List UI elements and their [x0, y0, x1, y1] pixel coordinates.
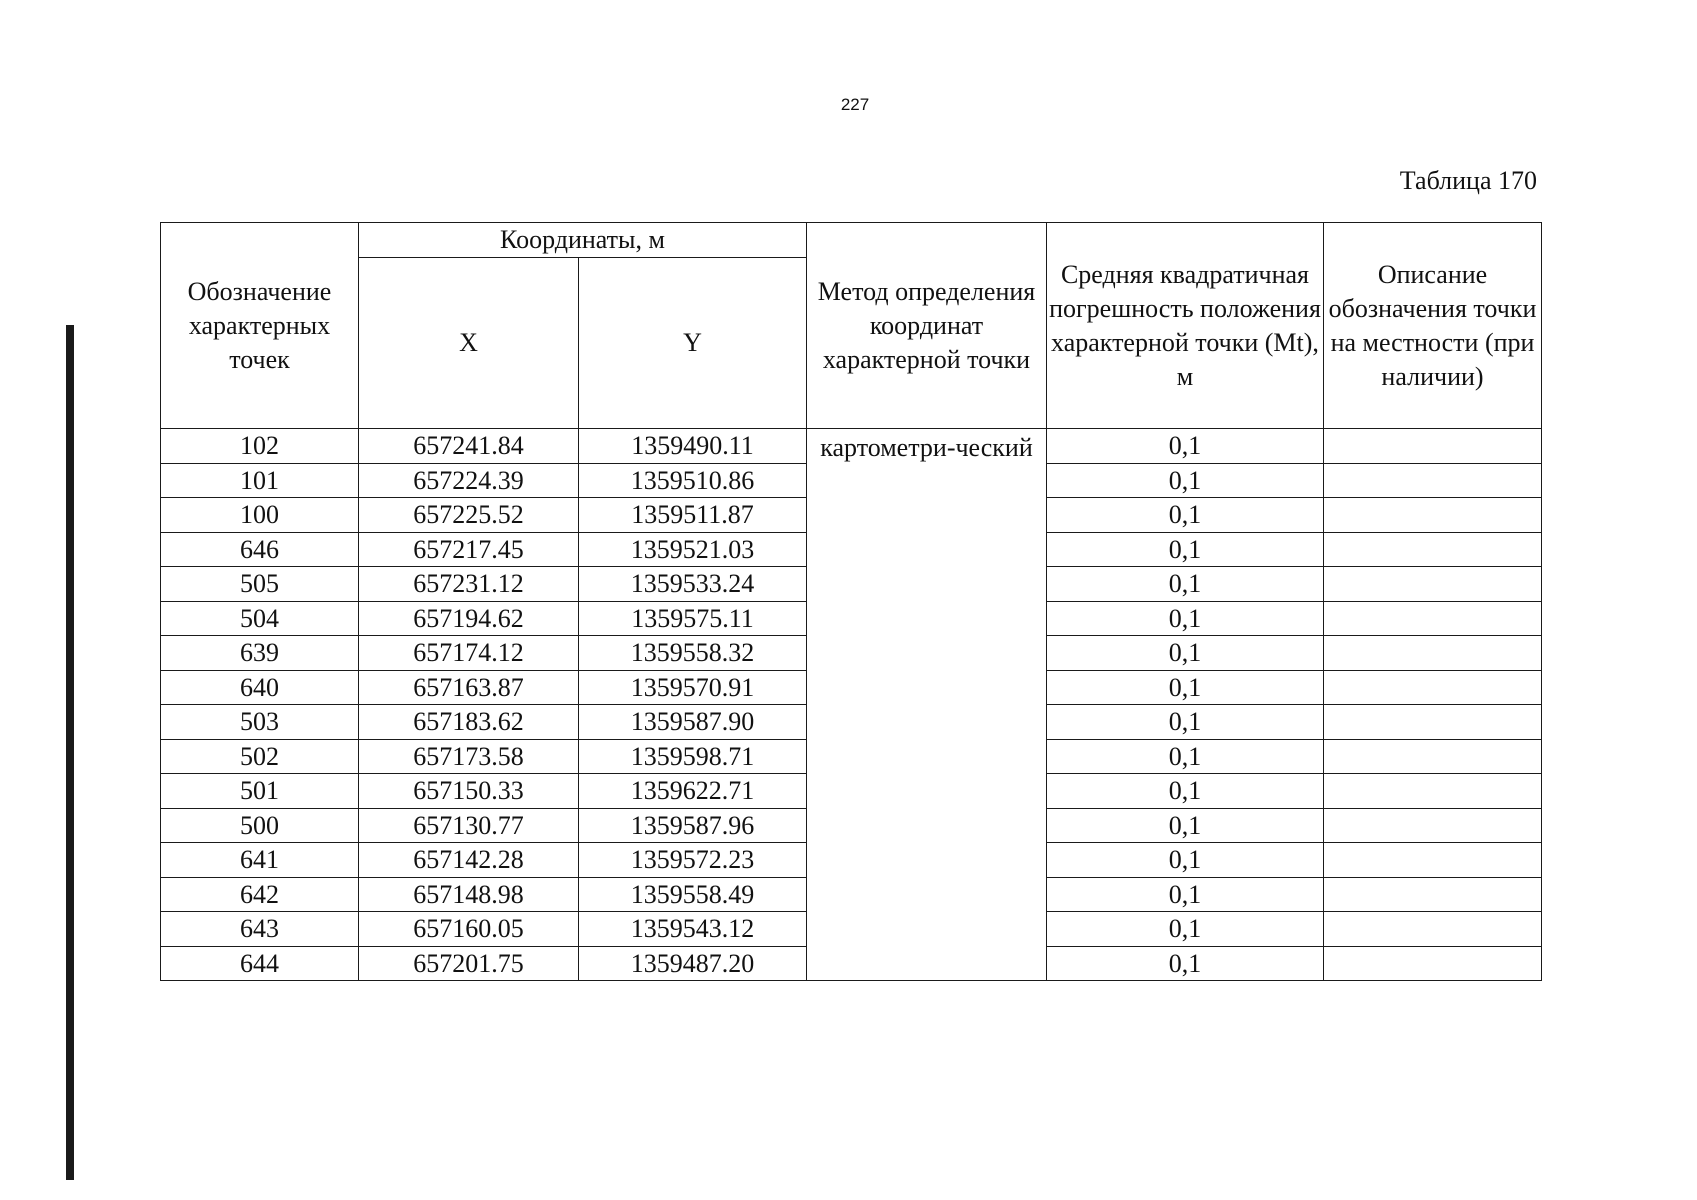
cell-x: 657231.12 [359, 567, 579, 602]
cell-error: 0,1 [1047, 463, 1324, 498]
table-label: Таблица 170 [1399, 166, 1537, 195]
cell-point: 503 [161, 705, 359, 740]
cell-y: 1359622.71 [579, 774, 807, 809]
cell-y: 1359575.11 [579, 601, 807, 636]
cell-point: 100 [161, 498, 359, 533]
cell-y: 1359510.86 [579, 463, 807, 498]
cell-point: 644 [161, 946, 359, 981]
header-error: Средняя квадратичная погрешность положения характерной точки (Mt), м [1047, 223, 1324, 429]
header-coordinates: Координаты, м [359, 223, 807, 258]
cell-x: 657241.84 [359, 429, 579, 464]
cell-x: 657173.58 [359, 739, 579, 774]
cell-method: картометри-ческий [807, 429, 1047, 981]
cell-error: 0,1 [1047, 636, 1324, 671]
cell-error: 0,1 [1047, 601, 1324, 636]
cell-y: 1359533.24 [579, 567, 807, 602]
cell-error: 0,1 [1047, 532, 1324, 567]
header-point: Обозначение характерных точек [161, 223, 359, 429]
cell-error: 0,1 [1047, 808, 1324, 843]
cell-x: 657163.87 [359, 670, 579, 705]
cell-error: 0,1 [1047, 429, 1324, 464]
cell-point: 643 [161, 912, 359, 947]
cell-x: 657224.39 [359, 463, 579, 498]
cell-error: 0,1 [1047, 670, 1324, 705]
cell-point: 646 [161, 532, 359, 567]
cell-y: 1359558.49 [579, 877, 807, 912]
cell-description [1324, 946, 1542, 981]
cell-description [1324, 877, 1542, 912]
cell-point: 639 [161, 636, 359, 671]
cell-point: 501 [161, 774, 359, 809]
cell-error: 0,1 [1047, 705, 1324, 740]
cell-point: 101 [161, 463, 359, 498]
cell-description [1324, 636, 1542, 671]
cell-description [1324, 532, 1542, 567]
cell-x: 657130.77 [359, 808, 579, 843]
cell-point: 504 [161, 601, 359, 636]
cell-x: 657201.75 [359, 946, 579, 981]
cell-x: 657142.28 [359, 843, 579, 878]
cell-description [1324, 739, 1542, 774]
cell-x: 657225.52 [359, 498, 579, 533]
cell-y: 1359598.71 [579, 739, 807, 774]
cell-x: 657150.33 [359, 774, 579, 809]
cell-error: 0,1 [1047, 877, 1324, 912]
cell-error: 0,1 [1047, 739, 1324, 774]
table-row [161, 429, 1542, 464]
cell-y: 1359521.03 [579, 532, 807, 567]
cell-error: 0,1 [1047, 946, 1324, 981]
cell-description [1324, 567, 1542, 602]
cell-error: 0,1 [1047, 774, 1324, 809]
cell-point: 642 [161, 877, 359, 912]
cell-description [1324, 429, 1542, 464]
cell-error: 0,1 [1047, 498, 1324, 533]
cell-point: 500 [161, 808, 359, 843]
cell-point: 502 [161, 739, 359, 774]
cell-error: 0,1 [1047, 912, 1324, 947]
header-x: X [359, 258, 579, 429]
cell-x: 657194.62 [359, 601, 579, 636]
cell-error: 0,1 [1047, 843, 1324, 878]
cell-x: 657174.12 [359, 636, 579, 671]
table-body [161, 429, 1542, 981]
cell-description [1324, 808, 1542, 843]
cell-x: 657183.62 [359, 705, 579, 740]
cell-error: 0,1 [1047, 567, 1324, 602]
header-method: Метод определения координат характерной точки [807, 223, 1047, 429]
cell-y: 1359558.32 [579, 636, 807, 671]
cell-description [1324, 670, 1542, 705]
scan-edge-bar [66, 325, 74, 1180]
cell-y: 1359490.11 [579, 429, 807, 464]
cell-point: 102 [161, 429, 359, 464]
cell-description [1324, 912, 1542, 947]
cell-y: 1359511.87 [579, 498, 807, 533]
cell-description [1324, 705, 1542, 740]
cell-y: 1359572.23 [579, 843, 807, 878]
cell-point: 640 [161, 670, 359, 705]
header-row-top [161, 223, 1542, 258]
cell-y: 1359487.20 [579, 946, 807, 981]
cell-y: 1359587.90 [579, 705, 807, 740]
cell-y: 1359587.96 [579, 808, 807, 843]
cell-x: 657160.05 [359, 912, 579, 947]
cell-description [1324, 774, 1542, 809]
cell-x: 657148.98 [359, 877, 579, 912]
cell-description [1324, 463, 1542, 498]
cell-x: 657217.45 [359, 532, 579, 567]
cell-description [1324, 843, 1542, 878]
header-description: Описание обозначения точки на местности (при наличии) [1324, 223, 1542, 429]
cell-description [1324, 601, 1542, 636]
cell-point: 505 [161, 567, 359, 602]
cell-description [1324, 498, 1542, 533]
page-number: 227 [840, 95, 870, 114]
cell-y: 1359543.12 [579, 912, 807, 947]
cell-point: 641 [161, 843, 359, 878]
cell-y: 1359570.91 [579, 670, 807, 705]
coordinates-table [160, 222, 1542, 981]
header-y: Y [579, 258, 807, 429]
